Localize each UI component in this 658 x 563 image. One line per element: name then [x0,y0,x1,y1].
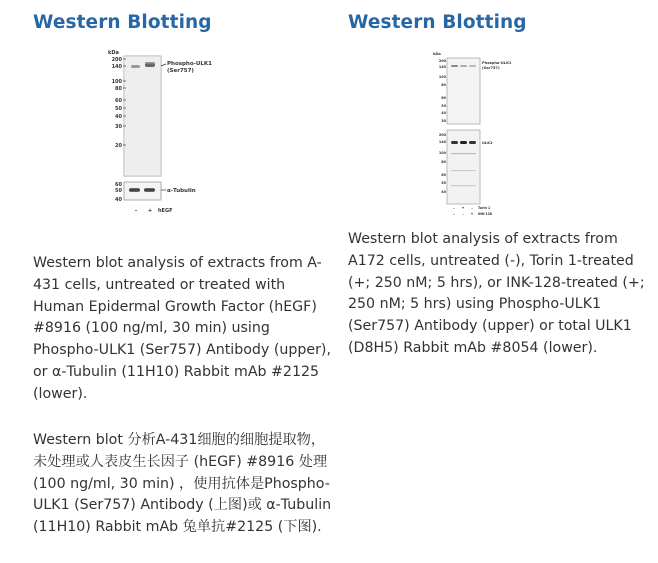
left-kda-label: kDa [108,50,119,56]
right-lower-band [460,141,467,144]
right-marker: 50 [441,181,446,185]
right-marker: 100 [438,75,446,79]
left-heading: Western Blotting [33,12,212,33]
right-marker: 60 [441,96,446,100]
left-marker: 50 [115,188,122,194]
left-marker: 40 [115,114,122,120]
left-marker: 60 [115,98,122,104]
right-row2-lane: – [453,212,455,216]
left-lower-band-lane1 [129,188,140,192]
right-marker: 80 [441,83,446,87]
left-caption-en: Western blot analysis of extracts from A-431 cells, untreated or treated with Human Epidermal Growth Factor (hEGF) #8916 (100 ng/ml, 30 min) using Phospho-ULK1 (Ser757) Antibody (upper), or α-Tubulin (11H10) Rabbit mAb #2125 (lower). [33,255,331,402]
left-marker: 40 [115,197,122,203]
left-marker: 30 [115,124,122,130]
right-row1-lane: + [461,206,465,210]
right-marker: 40 [441,190,446,194]
right-marker: 50 [441,104,446,108]
right-marker: 140 [438,65,446,69]
right-row1-lane: – [471,206,473,210]
left-lane-1: – [134,208,138,214]
right-marker: 40 [441,111,446,115]
right-heading: Western Blotting [348,12,527,33]
right-caption: Western blot analysis of extracts from A172 cells, untreated (-), Torin 1-treated (+; 250 nM; 5 hrs), or INK-128-treated (+; 250 nM; 5 hrs) using Phospho-ULK1 (Ser757) Antibody (upper) or total ULK1 (D8H5) Rabbit mAb #8054 (lower). [348,231,645,356]
right-treatment-1: Torin 1 [478,206,491,210]
left-marker: 60 [115,182,122,188]
left-marker: 140 [111,64,122,70]
right-upper-label-2: (Ser757) [482,66,500,70]
left-upper-label-2: (Ser757) [167,68,194,74]
right-row2-lane: – [462,212,464,216]
right-blot-svg [433,50,523,218]
left-blot-figure [108,48,228,218]
right-blot-figure [433,50,523,218]
left-upper-band-lane1 [131,65,140,68]
right-row2-lane: + [470,212,474,216]
left-treatment-label: hEGF [158,208,173,214]
left-lower-label: α-Tubulin [167,188,196,194]
right-marker: 80 [441,160,446,164]
right-treatment-2: INK-128 [478,212,493,216]
right-marker: 100 [438,151,446,155]
left-lower-band-lane2 [144,188,155,192]
right-upper-membrane [447,58,480,124]
right-marker: 200 [438,59,446,63]
left-upper-label-1: Phospho-ULK1 [167,61,212,67]
right-marker: 60 [441,173,446,177]
left-marker: 50 [115,106,122,112]
right-marker: 140 [438,140,446,144]
left-marker: 80 [115,86,122,92]
right-lower-band [469,141,476,144]
left-lane-2: + [147,208,153,214]
right-marker: 30 [441,119,446,123]
left-marker: 100 [111,79,122,85]
left-marker: 20 [115,143,122,149]
right-upper-band [469,65,476,67]
left-caption-zh: Western blot 分析A-431细胞的细胞提取物，未处理或人表皮生长因子 (hEGF) #8916 处理 (100 ng/ml, 30 min) ，使用抗体是Phospho-ULK1 (Ser757) Antibody (上图)或 α-Tubulin (11H10) Rabbit mAb 兔单抗#2125 (下图). [33,432,332,536]
left-marker: 200 [111,57,122,63]
right-upper-band [451,65,458,67]
right-upper-band [460,65,467,67]
right-upper-label-1: Phospho-ULK1 [482,61,512,65]
right-lower-band [451,141,458,144]
right-lower-label: ULK1 [482,141,493,145]
left-upper-band-lane2 [145,63,155,67]
right-kda-label: kDa [433,52,441,56]
right-marker: 200 [438,133,446,137]
left-blot-svg [108,48,228,218]
right-row1-lane: – [453,206,455,210]
